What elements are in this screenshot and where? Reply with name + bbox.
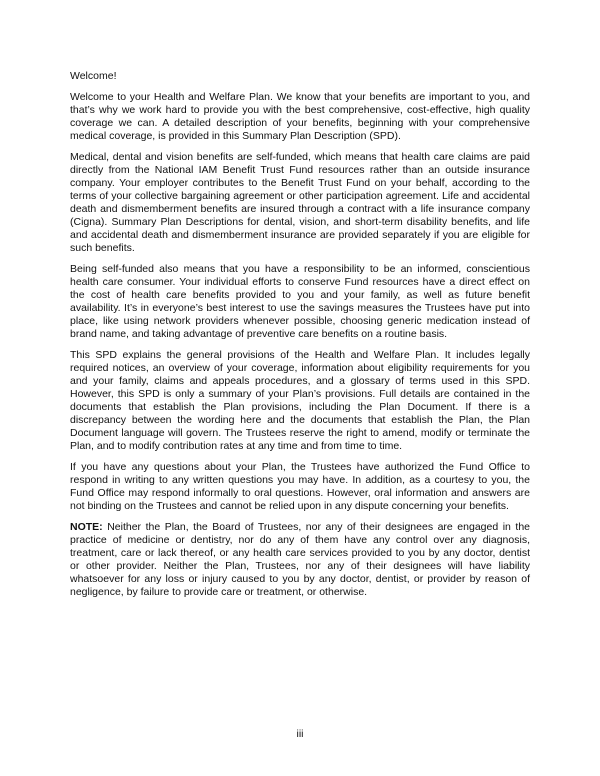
page-number: iii — [296, 728, 304, 740]
intro-paragraph: Welcome to your Health and Welfare Plan. We know that your benefits are important to you, and that’s why we work hard to provide you with the best comprehensive, cost-effective, high quality coverage we can. A detailed description of your benefits, beginning with your comprehensive medical coverage, is provided in this Summary Plan Description (SPD). — [70, 91, 530, 142]
spd-provisions-paragraph: This SPD explains the general provisions of the Health and Welfare Plan. It includes legally required notices, an overview of your coverage, information about eligibility requirements for you and your family, claims and appeals procedures, and a glossary of terms used in this SPD. However, this SPD is only a summary of your Plan’s provisions. Full details are contained in the documents that establish the Plan provisions, including the Plan Document. If there is a discrepancy between the wording here and the documents that establish the Plan, the Plan Document language will govern. The Trustees reserve the right to amend, modify or terminate the Plan, and to modify contribution rates at any time and from time to time. — [70, 349, 530, 452]
note-text: Neither the Plan, the Board of Trustees, nor any of their designees are engaged in the practice of medicine or dentistry, nor do any of them have any control over any diagnosis, treatment, care or lack thereof, or any health care services provided to you by any doctor, dentist or other provider. Neither the Plan, Trustees, nor any of their designees will have liability whatsoever for any loss or injury caused to you by any doctor, dentist, or provider by reason of negligence, by failure to provide care or treatment, or otherwise. — [70, 521, 530, 598]
note-label: NOTE: — [70, 521, 103, 533]
questions-paragraph: If you have any questions about your Plan, the Trustees have authorized the Fund Office to respond in writing to any written questions you may have. In addition, as a courtesy to you, the Fund Office may respond informally to oral questions. However, oral information and answers are not binding on the Trustees and cannot be relied upon in any dispute concerning your benefits. — [70, 461, 530, 512]
greeting: Welcome! — [70, 70, 117, 82]
page-content — [70, 70, 530, 607]
note-paragraph — [70, 521, 530, 599]
self-funded-paragraph: Being self-funded also means that you have a responsibility to be an informed, conscientious health care consumer. Your individual efforts to conserve Fund resources have a direct effect on the cost of health care benefits provided to you and your family, as well as future benefit availability. It’s in everyone’s best interest to use the savings measures the Trustees have put into place, like using network providers whenever possible, choosing generic medication instead of brand name, and taking advantage of preventive care benefits on a routine basis. — [70, 263, 530, 340]
funding-paragraph: Medical, dental and vision benefits are self-funded, which means that health care claims are paid directly from the National IAM Benefit Trust Fund resources rather than an outside insurance company. Your employer contributes to the Benefit Trust Fund on your behalf, according to the terms of your collective bargaining agreement or other participation agreement. Life and accidental death and dismemberment benefits are insured through a contract with a life insurance company (Cigna). Summary Plan Descriptions for dental, vision, and short-term disability benefits, and life and accidental death and dismemberment insurance are provided separately if you are eligible for such benefits. — [70, 151, 530, 254]
